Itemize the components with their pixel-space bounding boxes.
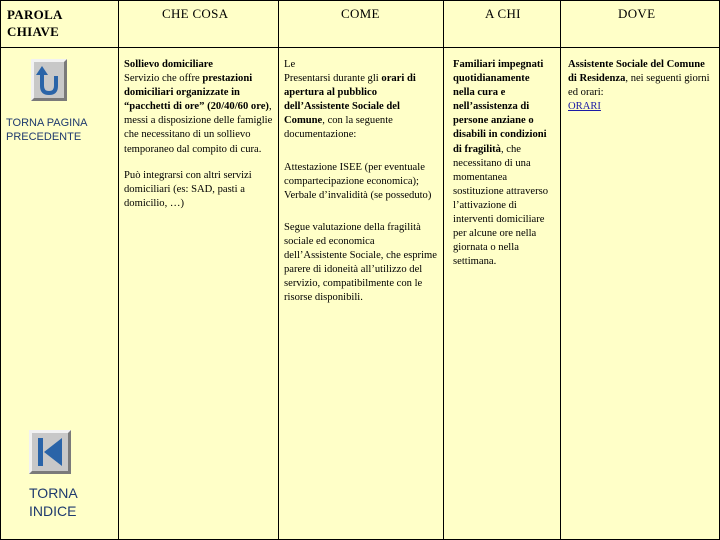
who-bold-a: Familiari impegnati quotidianamente nella cura e nell’assistenza di persone anziane o disabili in condizioni di fragilità: [453, 59, 547, 155]
index-label-line2: INDICE: [29, 503, 77, 519]
u-turn-arrow-icon: [34, 62, 64, 98]
who-text-a: , che necessitano di una momentanea sostituzione attraverso l’attivazione di interventi domiciliare per alcune ore nella giornata o nella settimana.: [453, 143, 549, 268]
header-keyword-line1: PAROLA: [7, 7, 63, 22]
back-button[interactable]: [31, 59, 67, 101]
how-bold-a: orari di apertura al pubblico dell’Assistente Sociale del Comune: [284, 73, 416, 127]
how-docs: Attestazione ISEE (per eventuale compartecipazione economica); Verbale d’invalidità (se posseduto): [284, 161, 432, 201]
header-who: A CHI: [485, 6, 521, 21]
column-divider-3: [443, 0, 444, 540]
header-row-divider: [0, 47, 720, 48]
table-border-top: [0, 0, 720, 1]
what-line-a: Servizio che offre: [124, 73, 200, 85]
orari-link[interactable]: ORARI: [568, 101, 601, 113]
how-process: Segue valutazione della fragilità sociale ed economica dell’Assistente Sociale, che esprime parere di idoneità all’utilizzo del servizio, compatibilmente con le risorse disponibili.: [284, 221, 437, 304]
cell-where: [568, 58, 714, 126]
table-border-left: [0, 0, 1, 540]
cell-what: [124, 58, 274, 223]
cell-who: [453, 58, 553, 281]
what-bold-a: prestazioni domiciliari organizzate in “pacchetti di ore” (20/40/60 ore): [124, 73, 269, 113]
where-text-a: , nei seguenti giorni ed orari:: [568, 73, 710, 99]
header-where: DOVE: [618, 6, 656, 21]
back-label-line2: PRECEDENTE: [6, 131, 82, 143]
what-title: Sollievo domiciliare: [124, 59, 213, 70]
how-text-a: , con la seguente documentazione:: [284, 115, 393, 141]
skip-to-start-icon: [32, 433, 68, 471]
back-label[interactable]: [6, 116, 88, 144]
header-how: COME: [341, 6, 380, 21]
header-keyword-line2: CHIAVE: [7, 24, 60, 39]
index-button[interactable]: [29, 430, 71, 474]
how-pre-a: Presentarsi durante gli: [284, 73, 382, 85]
cell-how: [284, 58, 440, 317]
what-text-a: , messi a disposizione delle famiglie che necessitano di un sollievo temporaneo dal compito di cura.: [124, 101, 273, 155]
index-label[interactable]: [29, 484, 78, 520]
how-lead: Le: [284, 59, 296, 70]
index-label-line1: TORNA: [29, 485, 78, 501]
column-divider-2: [278, 0, 279, 540]
back-label-line1: TORNA PAGINA: [6, 117, 88, 129]
where-bold-a: Assistente Sociale del Comune di Residenza: [568, 59, 705, 85]
column-divider-1: [118, 0, 119, 540]
what-para2: Può integrarsi con altri servizi domiciliari (es: SAD, pasti a domicilio, …): [124, 169, 252, 209]
header-keyword: [7, 6, 63, 40]
header-what: CHE COSA: [162, 6, 229, 21]
column-divider-4: [560, 0, 561, 540]
